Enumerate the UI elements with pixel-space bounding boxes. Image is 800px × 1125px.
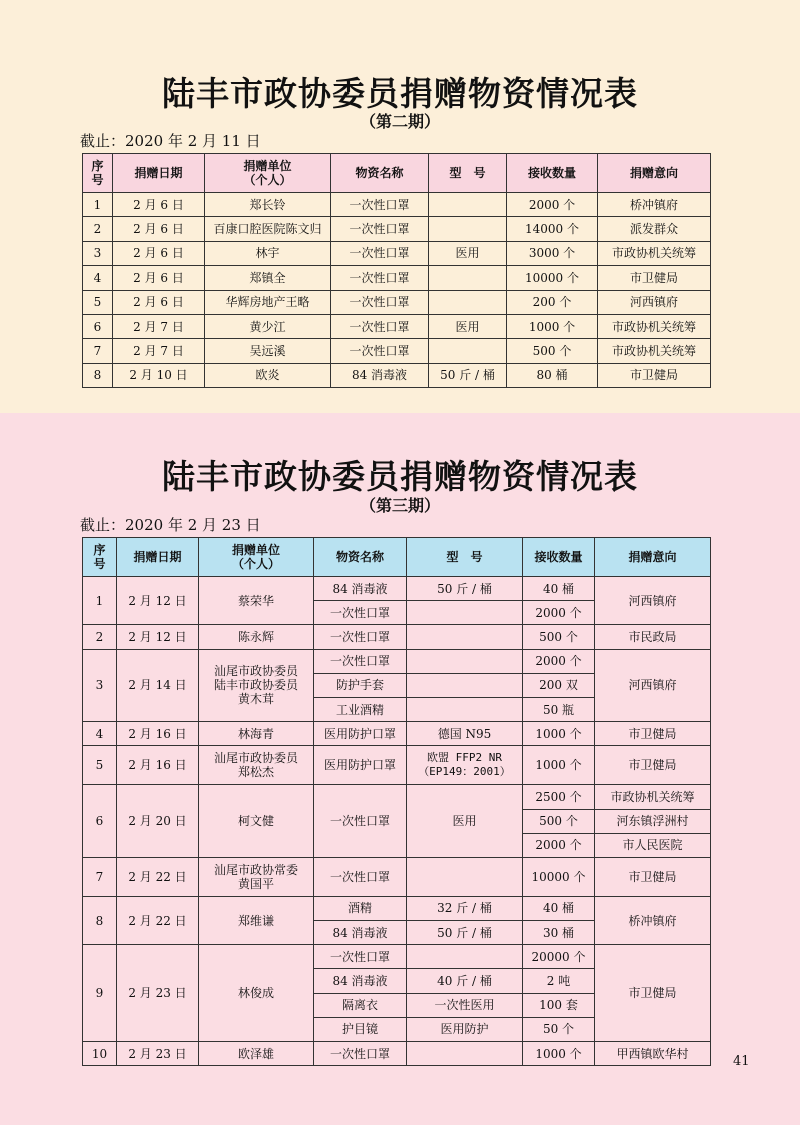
- cell-donor: 林宇: [205, 241, 331, 265]
- cell-no: 8: [83, 896, 117, 944]
- cell-donor: 郑镇全: [205, 266, 331, 290]
- cell-donor: 郑长铃: [205, 193, 331, 217]
- cell-item: 84 消毒液: [331, 363, 429, 387]
- cell-model: [429, 339, 507, 363]
- cell-dest: 河东镇浮洲村: [595, 809, 711, 833]
- cell-qty: 40 桶: [523, 577, 595, 601]
- cell-qty: 100 套: [523, 993, 595, 1017]
- model-line: 欧盟 FFP2 NR: [427, 751, 502, 765]
- cell-no: 2: [83, 217, 113, 241]
- col-header-dest: 捐赠意向: [595, 538, 711, 577]
- col-header-item: 物资名称: [314, 538, 407, 577]
- cell-qty: 1000 个: [523, 1042, 595, 1066]
- table-row: [83, 896, 711, 920]
- cell-donor: [199, 857, 314, 896]
- table-row: [83, 577, 711, 601]
- cell-no: 5: [83, 290, 113, 314]
- col-header-dest: 捐赠意向: [598, 154, 711, 193]
- cell-item: 一次性口罩: [314, 785, 407, 858]
- cell-date: 2 月 6 日: [113, 290, 205, 314]
- cell-dest: 甲西镇欧华村: [595, 1042, 711, 1066]
- cell-item: 一次性口罩: [331, 314, 429, 338]
- cell-no: 2: [83, 625, 117, 649]
- col-header-no: 序号: [83, 538, 117, 577]
- cell-model: 一次性医用: [407, 993, 523, 1017]
- cell-no: 3: [83, 241, 113, 265]
- cell-model: [407, 857, 523, 896]
- cell-date: 2 月 7 日: [113, 339, 205, 363]
- cell-item: 一次性口罩: [331, 339, 429, 363]
- cell-donor: 林海青: [199, 722, 314, 746]
- table-header-row: [83, 154, 711, 193]
- cell-item: 医用防护口罩: [314, 722, 407, 746]
- cell-qty: 40 桶: [523, 896, 595, 920]
- cell-item: 一次性口罩: [331, 217, 429, 241]
- table-row: [83, 746, 711, 785]
- cell-model: 医用: [429, 241, 507, 265]
- col-header-item: 物资名称: [331, 154, 429, 193]
- cell-model: 50 斤 / 桶: [407, 577, 523, 601]
- cell-model: 50 斤 / 桶: [407, 921, 523, 945]
- cell-qty: 14000 个: [507, 217, 598, 241]
- cell-date: 2 月 14 日: [117, 649, 199, 722]
- cell-item: 医用防护口罩: [314, 746, 407, 785]
- cell-item: 一次性口罩: [314, 1042, 407, 1066]
- cell-qty: 80 桶: [507, 363, 598, 387]
- cell-date: 2 月 6 日: [113, 217, 205, 241]
- cell-no: 6: [83, 314, 113, 338]
- cell-qty: 200 个: [507, 290, 598, 314]
- cell-item: 一次性口罩: [314, 601, 407, 625]
- cell-item: 一次性口罩: [331, 241, 429, 265]
- cell-dest: 市政协机关统筹: [595, 785, 711, 809]
- cell-qty: 500 个: [523, 625, 595, 649]
- cell-qty: 3000 个: [507, 241, 598, 265]
- cell-dest: 桥冲镇府: [598, 193, 711, 217]
- page-number: 41: [733, 1054, 750, 1069]
- table2-issue: （第三期）: [359, 496, 440, 515]
- cell-dest: 桥冲镇府: [595, 896, 711, 944]
- cell-no: 7: [83, 857, 117, 896]
- cell-qty: 20000 个: [523, 945, 595, 969]
- col-header-donor: 捐赠单位（个人）: [205, 154, 331, 193]
- cell-qty: 2000 个: [507, 193, 598, 217]
- cell-dest: 市政协机关统筹: [598, 241, 711, 265]
- cell-date: 2 月 16 日: [117, 746, 199, 785]
- cell-donor: 蔡荣华: [199, 577, 314, 625]
- cell-no: 1: [83, 193, 113, 217]
- col-header-model: 型 号: [429, 154, 507, 193]
- col-header-model: 型 号: [407, 538, 523, 577]
- cell-model: [407, 697, 523, 721]
- cell-no: 3: [83, 649, 117, 722]
- cell-qty: 1000 个: [507, 314, 598, 338]
- cell-qty: 30 桶: [523, 921, 595, 945]
- donor-line: 汕尾市政协委员: [213, 751, 298, 766]
- table-row: [83, 193, 711, 217]
- cell-model: 德国 N95: [407, 722, 523, 746]
- cell-donor: [199, 746, 314, 785]
- cell-donor: 欧泽雄: [199, 1042, 314, 1066]
- cell-model: 32 斤 / 桶: [407, 896, 523, 920]
- cell-qty: 500 个: [507, 339, 598, 363]
- donor-line: 郑松杰: [237, 765, 274, 780]
- table1-date: 截止：2020 年 2 月 11 日: [80, 132, 261, 150]
- cell-dest: 河西镇府: [595, 649, 711, 722]
- cell-model: 50 斤 / 桶: [429, 363, 507, 387]
- cell-item: 一次性口罩: [314, 857, 407, 896]
- table-row: [83, 290, 711, 314]
- donor-line: 黄国平: [237, 876, 274, 891]
- cell-date: 2 月 6 日: [113, 241, 205, 265]
- cell-dest: 市卫健局: [595, 945, 711, 1042]
- cell-qty: 2500 个: [523, 785, 595, 809]
- donor-line: 陆丰市政协委员: [213, 678, 298, 693]
- cell-item: 防护手套: [314, 673, 407, 697]
- cell-dest: 市政协机关统筹: [598, 314, 711, 338]
- cell-item: 一次性口罩: [331, 290, 429, 314]
- cell-qty: 50 瓶: [523, 697, 595, 721]
- cell-donor: 华辉房地产王略: [205, 290, 331, 314]
- cell-donor: 林俊成: [199, 945, 314, 1042]
- cell-no: 5: [83, 746, 117, 785]
- cell-date: 2 月 6 日: [113, 266, 205, 290]
- cell-donor: 柯文健: [199, 785, 314, 858]
- cell-no: 9: [83, 945, 117, 1042]
- cell-no: 1: [83, 577, 117, 625]
- cell-qty: 200 双: [523, 673, 595, 697]
- cell-model: 医用防护: [407, 1017, 523, 1041]
- cell-qty: 10000 个: [523, 857, 595, 896]
- cell-dest: 市民政局: [595, 625, 711, 649]
- cell-qty: 50 个: [523, 1017, 595, 1041]
- cell-dest: 市卫健局: [595, 857, 711, 896]
- table-row: [83, 649, 711, 673]
- table2-title: 陆丰市政协委员捐赠物资情况表: [162, 457, 638, 496]
- cell-dest: 市卫健局: [598, 266, 711, 290]
- cell-item: 一次性口罩: [314, 649, 407, 673]
- cell-dest: 派发群众: [598, 217, 711, 241]
- cell-no: 7: [83, 339, 113, 363]
- cell-dest: 河西镇府: [598, 290, 711, 314]
- cell-item: 一次性口罩: [331, 266, 429, 290]
- table-row: [83, 625, 711, 649]
- cell-donor: [199, 649, 314, 722]
- cell-date: 2 月 23 日: [117, 1042, 199, 1066]
- donor-line: 黄木茸: [237, 692, 274, 707]
- table-row: [83, 785, 711, 809]
- cell-item: 84 消毒液: [314, 969, 407, 993]
- cell-item: 护目镜: [314, 1017, 407, 1041]
- cell-item: 一次性口罩: [331, 193, 429, 217]
- col-header-qty: 接收数量: [523, 538, 595, 577]
- table-row: [83, 241, 711, 265]
- cell-item: 84 消毒液: [314, 577, 407, 601]
- cell-qty: 1000 个: [523, 746, 595, 785]
- cell-date: 2 月 20 日: [117, 785, 199, 858]
- table-row: [83, 857, 711, 896]
- table-row: [83, 314, 711, 338]
- cell-donor: 欧炎: [205, 363, 331, 387]
- cell-model: [407, 601, 523, 625]
- donation-table-issue3: [82, 537, 711, 1066]
- cell-dest: 市卫健局: [595, 746, 711, 785]
- cell-model: [407, 625, 523, 649]
- cell-model: 医用: [429, 314, 507, 338]
- cell-donor: 郑维谦: [199, 896, 314, 944]
- cell-dest: 市政协机关统筹: [598, 339, 711, 363]
- col-header-date: 捐赠日期: [117, 538, 199, 577]
- cell-item: 工业酒精: [314, 697, 407, 721]
- cell-date: 2 月 12 日: [117, 577, 199, 625]
- cell-date: 2 月 22 日: [117, 896, 199, 944]
- cell-model: [429, 290, 507, 314]
- cell-no: 10: [83, 1042, 117, 1066]
- col-header-date: 捐赠日期: [113, 154, 205, 193]
- cell-date: 2 月 16 日: [117, 722, 199, 746]
- cell-date: 2 月 7 日: [113, 314, 205, 338]
- model-line: （EP149：2001）: [418, 765, 511, 779]
- cell-item: 一次性口罩: [314, 945, 407, 969]
- cell-model: [429, 266, 507, 290]
- cell-item: 一次性口罩: [314, 625, 407, 649]
- cell-no: 8: [83, 363, 113, 387]
- donation-table-issue2: [82, 153, 711, 388]
- table-row: [83, 1042, 711, 1066]
- cell-item: 酒精: [314, 896, 407, 920]
- col-header-donor: 捐赠单位（个人）: [199, 538, 314, 577]
- table1-title: 陆丰市政协委员捐赠物资情况表: [162, 74, 638, 113]
- table-row: [83, 722, 711, 746]
- table-row: [83, 339, 711, 363]
- table-row: [83, 217, 711, 241]
- cell-item: 隔离衣: [314, 993, 407, 1017]
- cell-model: [407, 945, 523, 969]
- cell-donor: 黄少江: [205, 314, 331, 338]
- cell-dest: 河西镇府: [595, 577, 711, 625]
- cell-model: [407, 746, 523, 785]
- cell-qty: 2000 个: [523, 833, 595, 857]
- cell-model: [429, 217, 507, 241]
- cell-model: 40 斤 / 桶: [407, 969, 523, 993]
- cell-qty: 2 吨: [523, 969, 595, 993]
- table-row: [83, 363, 711, 387]
- cell-date: 2 月 23 日: [117, 945, 199, 1042]
- cell-model: [407, 649, 523, 673]
- cell-model: [407, 673, 523, 697]
- col-header-qty: 接收数量: [507, 154, 598, 193]
- cell-date: 2 月 12 日: [117, 625, 199, 649]
- cell-no: 4: [83, 722, 117, 746]
- cell-date: 2 月 10 日: [113, 363, 205, 387]
- donor-line: 汕尾市政协委员: [213, 664, 298, 679]
- cell-donor: 陈永辉: [199, 625, 314, 649]
- table-row: [83, 266, 711, 290]
- cell-item: 84 消毒液: [314, 921, 407, 945]
- cell-qty: 500 个: [523, 809, 595, 833]
- cell-model: [407, 1042, 523, 1066]
- table-row: [83, 945, 711, 969]
- col-header-no: 序号: [83, 154, 113, 193]
- table2-date: 截止：2020 年 2 月 23 日: [80, 516, 261, 534]
- cell-no: 6: [83, 785, 117, 858]
- cell-qty: 2000 个: [523, 601, 595, 625]
- cell-donor: 百康口腔医院陈文归: [205, 217, 331, 241]
- cell-date: 2 月 6 日: [113, 193, 205, 217]
- cell-dest: 市人民医院: [595, 833, 711, 857]
- cell-donor: 吴远溪: [205, 339, 331, 363]
- table-header-row: [83, 538, 711, 577]
- donor-line: 汕尾市政协常委: [213, 862, 298, 877]
- cell-qty: 1000 个: [523, 722, 595, 746]
- cell-model: 医用: [407, 785, 523, 858]
- cell-date: 2 月 22 日: [117, 857, 199, 896]
- table1-issue: （第二期）: [359, 112, 440, 131]
- cell-dest: 市卫健局: [598, 363, 711, 387]
- cell-dest: 市卫健局: [595, 722, 711, 746]
- cell-no: 4: [83, 266, 113, 290]
- cell-qty: 10000 个: [507, 266, 598, 290]
- cell-model: [429, 193, 507, 217]
- cell-qty: 2000 个: [523, 649, 595, 673]
